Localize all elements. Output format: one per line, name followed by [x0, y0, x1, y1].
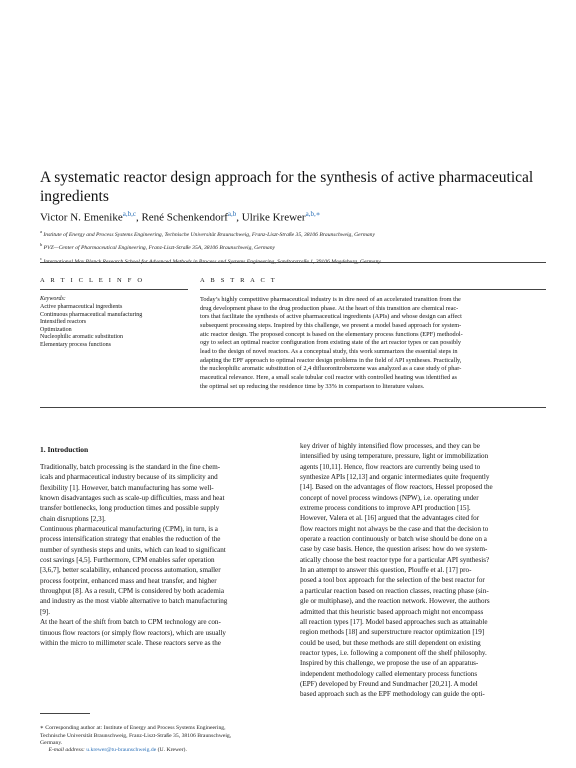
- corresponding-author-footnote: [40, 718, 290, 762]
- author-list: [40, 210, 320, 224]
- abstract-bottom-rule: [40, 407, 546, 408]
- paper-title: A systematic reactor design approach for the synthesis of active pharmaceutical ingredients: [40, 169, 534, 205]
- article-info-heading: A R T I C L E I N F O: [40, 277, 145, 284]
- keywords-list: [40, 304, 142, 350]
- email-line: [40, 747, 290, 754]
- email-suffix: (U. Krewer).: [157, 747, 187, 754]
- affiliation-line: [40, 227, 381, 240]
- abstract-heading: A B S T R A C T: [200, 277, 277, 284]
- email-link[interactable]: u.krewer@tu-braunschweig.de: [86, 747, 157, 754]
- abstract-rule: [200, 289, 546, 290]
- header-rule: [40, 262, 546, 263]
- author-name: Victor N. Emenike: [40, 211, 123, 224]
- keyword-item: Active pharmaceutical ingredients: [40, 304, 123, 310]
- author-name: Ulrike Krewer: [241, 211, 306, 224]
- footnote-rule: [40, 713, 90, 714]
- author-separator: ,: [236, 211, 242, 224]
- author-affiliation-marks[interactable]: a,b,c: [122, 210, 136, 218]
- section-heading-introduction: 1. Introduction: [40, 445, 89, 454]
- keyword-item: Elementary process functions: [40, 341, 111, 348]
- keywords-label: Keywords:: [40, 296, 66, 302]
- affiliation-line: [40, 240, 381, 253]
- author-affiliation-marks[interactable]: a,b: [227, 210, 237, 218]
- keyword-item: Continuous pharmaceutical manufacturing: [40, 311, 143, 318]
- author-affiliation-marks[interactable]: a,b,∗: [305, 210, 321, 218]
- intro-column-right: key driver of highly intensified flow processes, and they can be intensified by using temperature, pressure, light or immobilization agents [10,11]. Hence, flow reactors are currently being used to synthesize APIs [12,13] and organic intermediates quite frequently [14]. Based on the advantages of flow reactors, Hessel proposed the concept of novel process windows (NPW), i.e. operating under extreme process conditions to improve API production [15]. However, Valera et al. [16] argued that the advantages cited for flow reactors might not always be the case and that the decision to operate a reaction continuously or batch wise should be done on a case by case basis. Hence, the question arises: how do we system- atically choose the best reactor type for a particular API synthesis? In an attempt to answer this question, Plouffe et al. [17] pro- posed a tool box approach for the selection of the best reactor for a particular reaction based on reaction classes, reacting phase (sin- gle or multiphase), and the reaction network. However, the authors admitted that this heuristic based approach might not encompass all reaction types [17]. Model based approaches such as attainable region methods [18] and superstructure reactor optimization [19] could be used, but these methods are still dependent on existing reactor types, i.e. following a component off the shelf philosophy. Inspired by this challenge, we propose the use of an apparatus- independent methodology called elementary process functions (EPF) developed by Freund and Sundmacher [20,21]. A model based approach such as the EPF methodology can guide the opti-: [300, 442, 493, 699]
- affiliation-mark: a: [40, 229, 42, 234]
- affiliation-mark: c: [40, 255, 42, 261]
- author-separator: ,: [135, 211, 142, 224]
- affiliation-text: International Max Planck Research School for Advanced Methods in Process and Systems Engineering, Sandtorstraße 1, 39106 Magdeburg, Germany: [42, 258, 381, 265]
- affiliation-text: PVZ—Center of Pharmaceutical Engineering, Franz-Liszt-Straße 35A, 38106 Braunschweig, Germany: [42, 245, 275, 252]
- author-name: René Schenkendorf: [141, 211, 228, 224]
- affiliation-line: [40, 254, 381, 267]
- email-label: E-mail address:: [48, 747, 85, 754]
- footnote-text: ∗ Corresponding author at: Institute of Energy and Process Systems Engineering, Technische Universität Braunschweig, Franz-Liszt-Straße 35, 38106 Braunschweig, Germany.: [40, 725, 232, 746]
- affiliation-text: Institute of Energy and Process Systems Engineering, Technische Universität Braunschweig, Franz-Liszt-Straße 35, 38106 Braunschweig, Germany: [42, 231, 375, 238]
- keyword-item: Optimization: [40, 326, 72, 333]
- keyword-item: Nucleophilic aromatic substitution: [40, 334, 123, 341]
- intro-column-left: Traditionally, batch processing is the standard in the fine chem- icals and pharmaceutical industry because of its simplicity and flexibility [1]. However, batch manufacturing has some well- known disadvantages such as scale-up difficulties, mass and heat transfer bottlenecks, long production times and possible supply chain disruptions [2,3]. Continuous pharmaceutical manufacturing (CPM), in turn, is a process intensification strategy that enables the reduction of the number of synthesis steps and units, which can lead to significant cost savings [4,5]. Furthermore, CPM enables safer operation [3,6,7], better scalability, enhanced process automation, smaller process footprint, enhanced mass and heat transfer, and higher throughput [8]. As a result, CPM is considered by both academia and industry as the most viable alternative to batch manufacturing [9]. At the heart of the shift from batch to CPM technology are con- tinuous flow reactors (or simply flow reactors), which are usually within the micro to millimeter scale. These reactors serve as the: [40, 463, 228, 647]
- abstract-text: Today’s highly competitive pharmaceutical industry is in dire need of an accelerated transition from the drug development phase to the drug production phase. At the heart of this transition are chemical reac- tors that facilitate the synthesis of active pharmaceutical ingredients (APIs) and whose design can affect subsequent processing steps. Inspired by this challenge, we present a model based approach for system- atic reactor design. The proposed concept is based on the elementary process functions (EPF) methodol- ogy to select an optimal reactor configuration from existing state of the art reactor types or can possibly lead to the design of novel reactors. As a conceptual study, this work summarizes the essential steps in adapting the EPF approach to optimal reactor design problems in the field of API syntheses. Practically, the nucleophilic aromatic substitution of 2,4 difluoronitrobenzene was analyzed as a case study of phar- maceutical relevance. Here, a small scale tubular coil reactor with controlled heating was identified as the optimal set up reducing the residence time by 33% in comparison to literature values.: [200, 296, 463, 390]
- article-info-rule: [40, 289, 188, 290]
- affiliation-mark: b: [40, 242, 43, 248]
- keyword-item: Intensified reactors: [40, 319, 87, 326]
